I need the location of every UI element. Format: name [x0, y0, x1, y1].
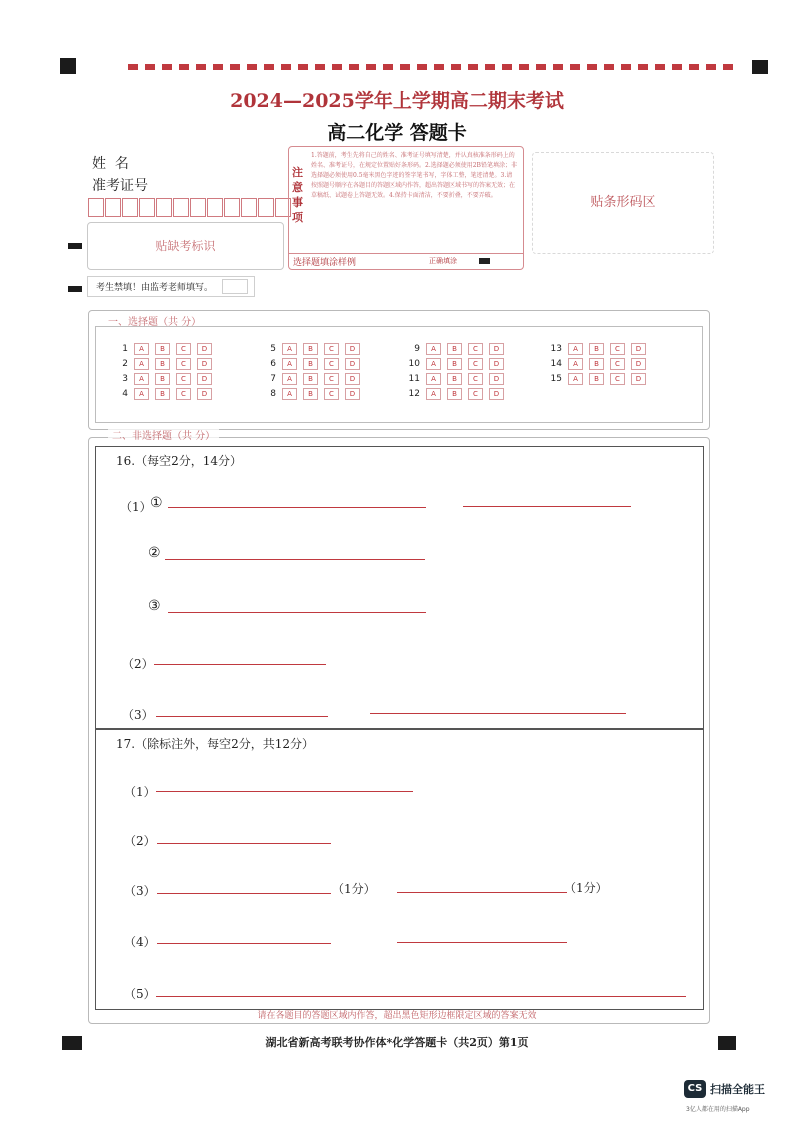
q16-answer-area	[95, 446, 704, 730]
mc-question-number: 10	[408, 358, 420, 369]
notice-text: 1.答题前，考生先将自己的姓名、准考证号填写清楚，并认真核准条形码上的姓名、准考证号，在规定位置贴好条形码。2.选择题必须使用2B铅笔填涂；非选择题必须使用0.5毫米黑色字迹的签字笔书写，字体工整，笔迹清楚。3.请按照题号顺序在各题目的答题区域内作答，超出答题区域书写的答案无效；在草稿纸、试题卷上答题无效。4.保持卡面清洁，不要折叠，不要弄破。	[311, 152, 517, 199]
correct-fill-sample	[479, 258, 490, 264]
mc-option-bubble[interactable]: D	[631, 373, 646, 385]
mc-option-bubble[interactable]: B	[155, 388, 170, 400]
mc-option-bubble[interactable]: D	[197, 388, 212, 400]
notice-title: 注意事项	[292, 166, 303, 224]
mc-option-bubble[interactable]: C	[468, 343, 483, 355]
mc-question-row	[402, 341, 504, 356]
notice-box	[288, 146, 524, 270]
q16-part1-label: （1）	[120, 500, 152, 514]
mc-option-bubble[interactable]: C	[176, 388, 191, 400]
scanner-watermark	[684, 1080, 792, 1120]
mc-option-bubble[interactable]: A	[426, 388, 441, 400]
timing-dash	[502, 64, 512, 70]
mc-option-bubble[interactable]: B	[447, 343, 462, 355]
q16-title: 16.（每空2分，14分）	[116, 454, 242, 468]
mc-option-bubble[interactable]: D	[489, 343, 504, 355]
q16-blank1a-line[interactable]	[168, 507, 426, 508]
timing-dash	[366, 64, 376, 70]
barcode-label: 贴条形码区	[590, 195, 656, 210]
q17-part3-label: （3）	[124, 884, 156, 898]
mc-option-bubble[interactable]: A	[134, 343, 149, 355]
mc-option-bubble[interactable]: C	[610, 358, 625, 370]
mc-option-bubble[interactable]: A	[134, 388, 149, 400]
mc-question-row	[544, 341, 646, 356]
mc-option-bubble[interactable]: D	[489, 358, 504, 370]
q16-part2-label: （2）	[122, 657, 154, 671]
timing-dash	[349, 64, 359, 70]
mc-column-4	[544, 341, 646, 386]
timing-dash	[519, 64, 529, 70]
alignment-mark-left-2	[68, 286, 82, 292]
mc-option-bubble[interactable]: A	[426, 343, 441, 355]
q17-part2-line[interactable]	[157, 843, 331, 844]
alignment-mark-left-1	[68, 243, 82, 249]
mc-option-bubble[interactable]: B	[589, 373, 604, 385]
timing-dash	[604, 64, 614, 70]
mc-option-bubble[interactable]: B	[447, 373, 462, 385]
mc-option-bubble[interactable]: B	[589, 358, 604, 370]
q17-title: 17.（除标注外，每空2分，共12分）	[116, 737, 314, 751]
mc-question-row	[110, 371, 212, 386]
mc-question-row	[544, 356, 646, 371]
mc-option-bubble[interactable]: D	[489, 373, 504, 385]
timing-dash	[638, 64, 648, 70]
mc-column-1	[110, 341, 212, 401]
mc-option-bubble[interactable]: A	[282, 343, 297, 355]
mc-question-row	[110, 341, 212, 356]
correct-fill-label: 正确填涂	[429, 257, 457, 265]
mc-question-row	[110, 386, 212, 401]
mc-question-number: 7	[270, 373, 276, 384]
mc-option-bubble[interactable]: B	[303, 373, 318, 385]
mc-question-row	[258, 356, 360, 371]
mc-question-number: 12	[408, 388, 420, 399]
timing-dash	[400, 64, 410, 70]
mc-option-bubble[interactable]: B	[447, 388, 462, 400]
mc-option-bubble[interactable]: A	[568, 343, 583, 355]
mc-question-number: 6	[270, 358, 276, 369]
mc-option-bubble[interactable]: A	[282, 358, 297, 370]
mc-option-bubble[interactable]: A	[568, 373, 583, 385]
q16-blank2-line[interactable]	[165, 559, 425, 560]
timing-dash	[672, 64, 682, 70]
section-open-title: 二、非选择题（共 分）	[108, 427, 219, 442]
mc-option-bubble[interactable]: C	[176, 373, 191, 385]
mc-question-number: 4	[122, 388, 128, 399]
timing-dash	[417, 64, 427, 70]
timing-dash	[383, 64, 393, 70]
mc-option-bubble[interactable]: D	[197, 373, 212, 385]
timing-dash	[281, 64, 291, 70]
timing-dash	[230, 64, 240, 70]
timing-dash	[128, 64, 138, 70]
mc-option-bubble[interactable]: A	[282, 373, 297, 385]
q17-part3a-score: （1分）	[332, 882, 376, 896]
mc-question-number: 1	[122, 343, 128, 354]
mc-option-bubble[interactable]: B	[155, 358, 170, 370]
timing-dash	[706, 64, 716, 70]
mc-question-row	[402, 371, 504, 386]
mc-question-row	[402, 356, 504, 371]
mc-option-bubble[interactable]: B	[589, 343, 604, 355]
q17-answer-area	[95, 728, 704, 1010]
timing-dash	[247, 64, 257, 70]
bottom-warning: 请在各题目的答题区域内作答，超出黑色矩形边框限定区域的答案无效	[257, 1011, 537, 1021]
name-label: 姓 名	[92, 156, 129, 172]
exam-id-boxes[interactable]	[88, 198, 292, 217]
mc-column-2	[258, 341, 360, 401]
mc-option-bubble[interactable]: C	[468, 373, 483, 385]
mc-option-bubble[interactable]: C	[176, 358, 191, 370]
exam-title: 2024—2025学年上学期高二期末考试	[230, 90, 564, 112]
camscanner-tagline: 3亿人都在用的扫描App	[686, 1106, 750, 1113]
page-footer: 湖北省新高考联考协作体*化学答题卡（共2页）第1页	[265, 1036, 529, 1049]
mc-question-row	[402, 386, 504, 401]
proctor-note: 考生禁填！由监考老师填写。	[96, 283, 214, 293]
q16-part3b-line[interactable]	[370, 713, 626, 714]
q17-part2-label: （2）	[124, 834, 156, 848]
section-choice-title: 一、选择题（共 分）	[108, 317, 202, 328]
camscanner-name: 扫描全能王	[710, 1083, 765, 1096]
proctor-fill-box[interactable]	[222, 279, 248, 294]
timing-dash	[162, 64, 172, 70]
mc-question-row	[258, 386, 360, 401]
proctor-note-box	[87, 276, 255, 297]
alignment-mark-top-left	[60, 58, 76, 74]
absent-sticker-label: 贴缺考标识	[155, 239, 216, 253]
mc-option-bubble[interactable]: C	[468, 388, 483, 400]
mc-question-number: 2	[122, 358, 128, 369]
q16-blank1b-line[interactable]	[463, 506, 631, 507]
mc-option-bubble[interactable]: D	[345, 373, 360, 385]
q17-part1-line[interactable]	[156, 791, 413, 792]
timing-dash	[485, 64, 495, 70]
mc-question-row	[110, 356, 212, 371]
sample-label: 选择题填涂样例	[293, 258, 357, 268]
mc-option-bubble[interactable]: D	[631, 358, 646, 370]
q17-part5-label: （5）	[124, 987, 156, 1001]
mc-option-bubble[interactable]: A	[426, 358, 441, 370]
mc-question-number: 14	[550, 358, 562, 369]
mc-option-bubble[interactable]: C	[324, 343, 339, 355]
mc-option-bubble[interactable]: B	[303, 343, 318, 355]
mc-option-bubble[interactable]: D	[197, 343, 212, 355]
q17-part3b-line[interactable]	[397, 892, 567, 893]
mc-option-bubble[interactable]: C	[610, 373, 625, 385]
timing-dash	[536, 64, 546, 70]
mc-question-number: 8	[270, 388, 276, 399]
mc-option-bubble[interactable]: C	[468, 358, 483, 370]
mc-option-bubble[interactable]: A	[282, 388, 297, 400]
q17-part3a-line[interactable]	[157, 893, 331, 894]
timing-dash	[570, 64, 580, 70]
camscanner-logo: CS	[684, 1080, 706, 1098]
timing-dash	[451, 64, 461, 70]
mc-option-bubble[interactable]: B	[303, 388, 318, 400]
absent-sticker-area	[87, 222, 284, 270]
timing-dash	[315, 64, 325, 70]
timing-dash	[213, 64, 223, 70]
q16-part3a-line[interactable]	[156, 716, 328, 717]
mc-option-bubble[interactable]: B	[155, 373, 170, 385]
timing-bar	[128, 64, 740, 72]
timing-dash	[196, 64, 206, 70]
timing-dash	[434, 64, 444, 70]
mc-option-bubble[interactable]: C	[324, 388, 339, 400]
timing-dash	[298, 64, 308, 70]
timing-dash	[468, 64, 478, 70]
mc-option-bubble[interactable]: B	[155, 343, 170, 355]
q17-part5-line[interactable]	[156, 996, 686, 997]
mc-option-bubble[interactable]: D	[489, 388, 504, 400]
alignment-mark-top-right	[752, 60, 768, 74]
mc-option-bubble[interactable]: D	[197, 358, 212, 370]
subject-title: 高二化学 答题卡	[327, 122, 467, 144]
mc-option-bubble[interactable]: C	[610, 343, 625, 355]
barcode-area	[532, 152, 714, 254]
timing-dash	[145, 64, 155, 70]
exam-id-label: 准考证号	[92, 178, 148, 194]
mc-question-number: 5	[270, 343, 276, 354]
mc-option-bubble[interactable]: B	[303, 358, 318, 370]
mc-option-bubble[interactable]: D	[345, 343, 360, 355]
mc-question-number: 11	[408, 373, 420, 384]
q16-part3-label: （3）	[122, 708, 154, 722]
mc-question-row	[258, 371, 360, 386]
mc-option-bubble[interactable]: A	[426, 373, 441, 385]
q17-part4-label: （4）	[124, 935, 156, 949]
mc-question-row	[258, 341, 360, 356]
q17-part4a-line[interactable]	[157, 943, 331, 944]
mc-question-number: 15	[550, 373, 562, 384]
mc-option-bubble[interactable]: C	[176, 343, 191, 355]
mc-option-bubble[interactable]: C	[324, 358, 339, 370]
timing-dash	[689, 64, 699, 70]
q16-blank1-label: ①	[150, 495, 163, 511]
q16-blank2-label: ②	[148, 545, 161, 561]
mc-option-bubble[interactable]: C	[324, 373, 339, 385]
timing-dash	[587, 64, 597, 70]
mc-option-bubble[interactable]: D	[631, 343, 646, 355]
timing-dash	[553, 64, 563, 70]
mc-question-row	[544, 371, 646, 386]
mc-option-bubble[interactable]: D	[345, 358, 360, 370]
mc-option-bubble[interactable]: A	[134, 358, 149, 370]
q16-part2-line[interactable]	[154, 664, 326, 665]
q17-part4b-line[interactable]	[397, 942, 567, 943]
timing-dash	[332, 64, 342, 70]
mc-option-bubble[interactable]: A	[568, 358, 583, 370]
mc-column-3	[402, 341, 504, 401]
timing-dash	[264, 64, 274, 70]
mc-option-bubble[interactable]: A	[134, 373, 149, 385]
q17-part3b-score: （1分）	[564, 881, 608, 895]
q16-blank3-line[interactable]	[168, 612, 426, 613]
q17-part1-label: （1）	[124, 785, 156, 799]
q16-blank3-label: ③	[148, 598, 161, 614]
mc-option-bubble[interactable]: D	[345, 388, 360, 400]
mc-question-number: 3	[122, 373, 128, 384]
timing-dash	[621, 64, 631, 70]
mc-option-bubble[interactable]: B	[447, 358, 462, 370]
timing-dash	[655, 64, 665, 70]
mc-question-number: 13	[550, 343, 562, 354]
timing-dash	[179, 64, 189, 70]
timing-dash	[723, 64, 733, 70]
mc-question-number: 9	[414, 343, 420, 354]
